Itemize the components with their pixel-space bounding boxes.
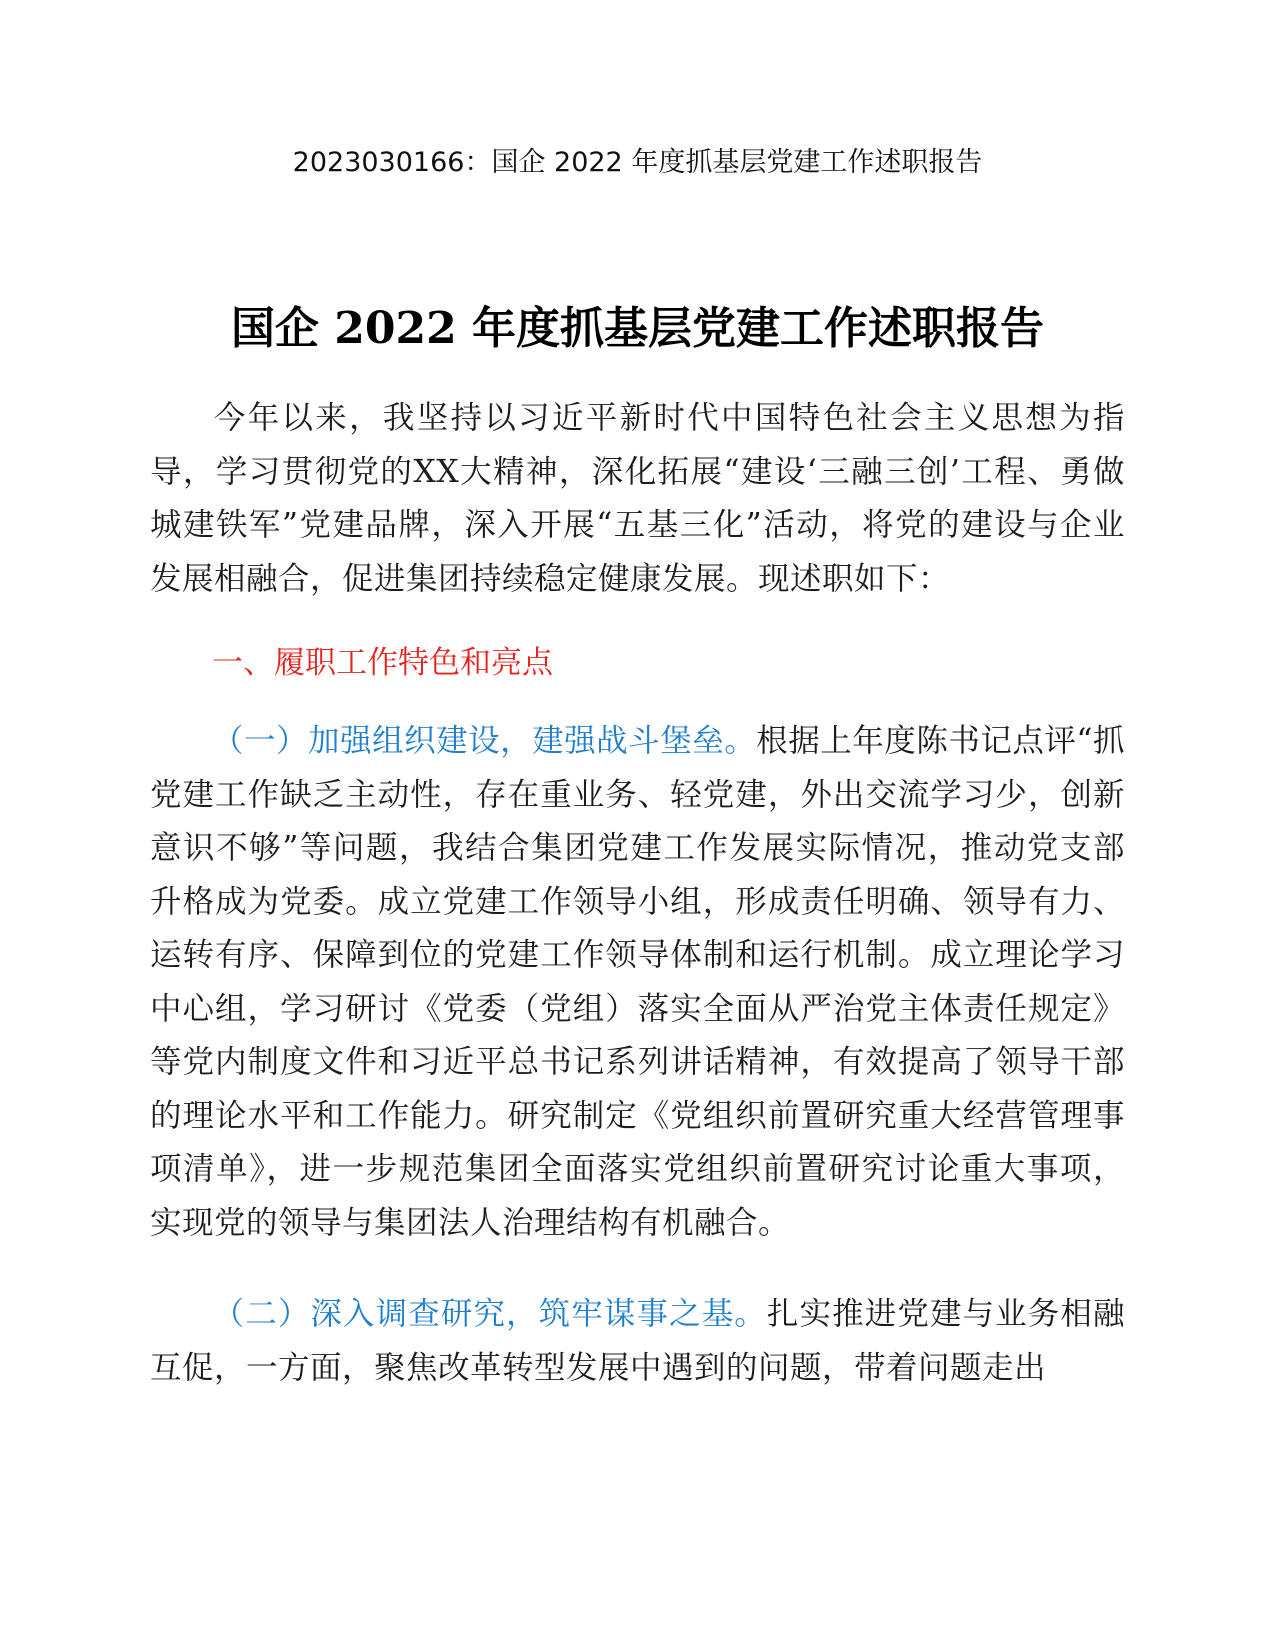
subsection-1-heading: （一）加强组织建设，建强战斗堡垒。 [212, 723, 757, 759]
intro-paragraph [150, 392, 1125, 606]
subsection-2-heading: （二）深入调查研究，筑牢谋事之基。 [212, 1296, 767, 1332]
subsection-1-paragraph [150, 715, 1125, 1250]
subsection-2-paragraph [150, 1288, 1125, 1395]
subsection-1-body: 根据上年度陈书记点评“抓党建工作缺乏主动性，存在重业务、轻党建，外出交流学习少，创新意识不够”等问题，我结合集团党建工作发展实际情况，推动党支部升格成为党委。成立党建工作领导小组，形成责任明确、领导有力、运转有序、保障到位的党建工作领导体制和运行机制。成立理论学习中心组，学习研讨《党委（党组）落实全面从严治党主体责任规定》等党内制度文件和习近平总书记系列讲话精神，有效提高了领导干部的理论水平和工作能力。研究制定《党组织前置研究重大经营管理事项清单》，进一步规范集团全面落实党组织前置研究讨论重大事项，实现党的领导与集团法人治理结构有机融合。 [150, 723, 1125, 1241]
subsection-2-body: 扎实推进党建与业务相融互促，一方面，聚焦改革转型发展中遇到的问题，带着问题走出 [150, 1296, 1125, 1386]
document-title: 国企 2022 年度抓基层党建工作述职报告 [230, 303, 1045, 354]
document-header: 2023030166：国企 2022 年度抓基层党建工作述职报告 [292, 147, 983, 178]
section-heading-1: 一、履职工作特色和亮点 [212, 645, 553, 681]
intro-text: 今年以来，我坚持以习近平新时代中国特色社会主义思想为指导，学习贯彻党的XX大精神，深化拓展“建设‘三融三创’工程、勇做城建铁军”党建品牌，深入开展“五基三化”活动，将党的建设与企业发展相融合，促进集团持续稳定健康发展。现述职如下： [150, 400, 1125, 597]
